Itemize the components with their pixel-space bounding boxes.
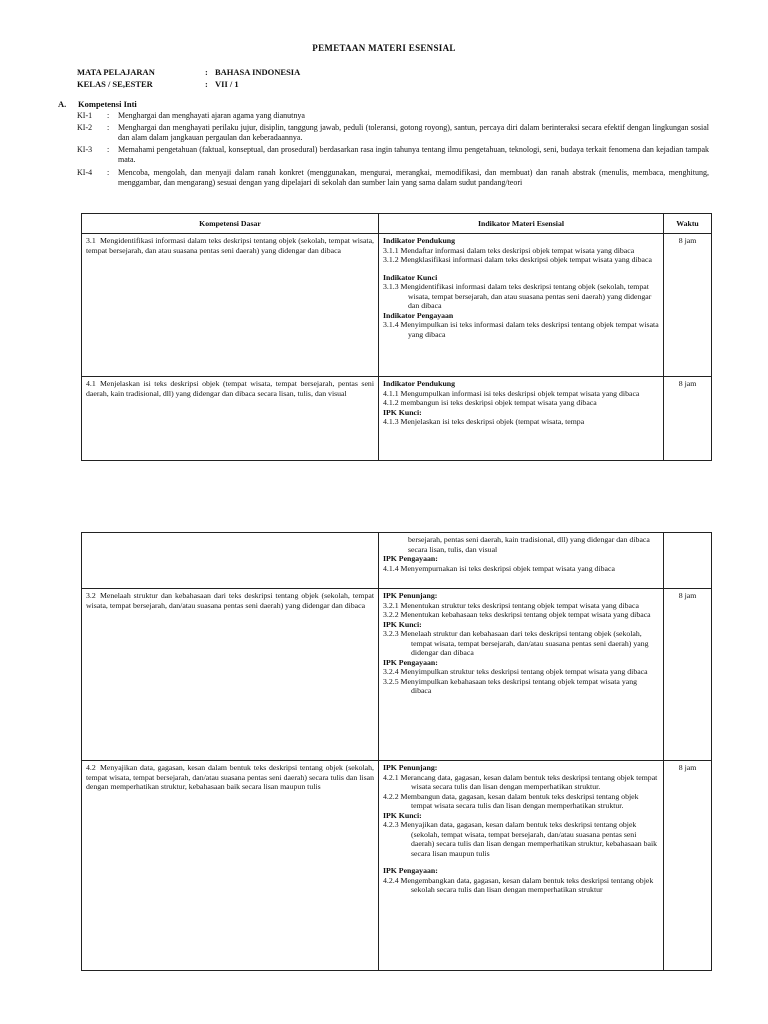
indicator-item: 4.2.1 Merancang data, gagasan, kesan dalam bentuk teks deskripsi tentang objek tempat wisata secara tulis dan lisan dengan memperhatikan struktur. [383, 772, 658, 791]
kd-cell [82, 377, 379, 461]
indicator-item: 4.1.4 Menyempurnakan isi teks deskripsi objek tempat wisata yang dibaca [383, 563, 615, 573]
indicator-item: 3.1.2 Mengklasifikasi informasi dalam teks deskripsi objek tempat wisata yang dibaca [383, 255, 652, 264]
meta-subject-key: MATA PELAJARAN [77, 67, 155, 77]
indicator-heading: IPK Pengayaan: [383, 657, 438, 667]
ki-colon: : [107, 123, 110, 132]
table-row [82, 761, 712, 971]
indicator-item: 3.2.2 Menentukan kebahasaan teks deskripsi tentang objek tempat wisata yang dibaca [383, 610, 651, 619]
indicator-item: 4.1.3 Menjelaskan isi teks deskripsi objek (tempat wisata, tempa [383, 417, 585, 426]
meta-class-value: VII / 1 [215, 79, 239, 89]
meta-colon: : [205, 79, 208, 89]
indicator-heading: IPK Kunci: [383, 407, 422, 417]
ki-code: KI-3 [77, 145, 93, 154]
ki-code: KI-1 [77, 111, 93, 120]
indicator-cell [379, 589, 664, 761]
time-cell: 8 jam [664, 377, 712, 461]
indicator-heading: Indikator Pendukung [383, 379, 456, 388]
meta-class-row [77, 79, 239, 89]
meta-subject-value: BAHASA INDONESIA [215, 67, 301, 77]
indicator-cell [379, 533, 664, 589]
indicator-item: 4.2.3 Menyajikan data, gagasan, kesan dalam bentuk teks deskripsi tentang objek (sekolah, tempat wisata, tempat bersejarah, dan/atau suasana pentas seni daerah) secara tulis dan lisan dengan memperhatikan struktur, kebahasaan baik secara lisan maupun tulis [383, 820, 658, 858]
header-waktu: Waktu [664, 214, 712, 234]
indicator-item: 3.2.3 Menelaah struktur dan kebahasaan dari teks deskripsi tentang objek (sekolah, tempat wisata, tempat bersejarah, dan/atau suasana pentas seni daerah) yang didengar dan dibaca [383, 629, 649, 657]
table-row [82, 533, 712, 589]
meta-colon: : [205, 67, 208, 77]
indicator-heading: Indikator Pengayaan [383, 310, 454, 320]
document-title: PEMETAAN MATERI ESENSIAL [312, 43, 456, 53]
indicator-item: 4.2.4 Mengembangkan data, gagasan, kesan dalam bentuk teks deskripsi tentang objek sekolah secara tulis dan lisan dengan memperhatikan struktur [383, 875, 654, 894]
meta-subject-row [77, 67, 300, 77]
kd-text: Mengidentifikasi informasi dalam teks deskripsi tentang objek (sekolah, tempat wisata, tempat bersejarah, dan atau suasana pentas seni daerah) yang didengar dan dibaca [86, 236, 374, 255]
indicator-heading: IPK Kunci: [383, 619, 422, 629]
kd-number: 4.2 [86, 763, 96, 772]
competency-table-continued [81, 532, 712, 971]
kd-text: Menjelaskan isi teks deskripsi objek (tempat wisata, tempat bersejarah, pentas seni daerah, kain tradisional, dll) yang didengar dan dibaca secara lisan, tulis, dan visual [86, 379, 374, 398]
competency-table [81, 213, 712, 461]
indicator-item: 3.2.4 Menyimpulkan struktur teks deskripsi tentang objek tempat wisata yang dibaca [383, 667, 648, 676]
indicator-item: 4.1.2 membangun isi teks deskripsi objek tempat wisata yang dibaca [383, 398, 597, 407]
indicator-heading: Indikator Pendukung [383, 236, 456, 245]
ki-text: Menghargai dan menghayati ajaran agama yang dianutnya [118, 111, 305, 120]
kd-number: 3.1 [86, 236, 96, 245]
time-cell: 8 jam [664, 234, 712, 377]
indicator-continuation: bersejarah, pentas seni daerah, kain tradisional, dll) yang didengar dan dibaca secara lisan, tulis, dan visual [408, 535, 650, 554]
section-label: Kompetensi Inti [78, 99, 137, 109]
indicator-item: 3.2.5 Menyimpulkan kebahasaan teks deskripsi tentang objek tempat wisata yang dibaca [383, 676, 637, 695]
kd-number: 4.1 [86, 379, 96, 388]
ki-item [77, 111, 709, 121]
ki-item [77, 145, 709, 165]
indicator-item: 3.1.4 Menyimpulkan isi teks informasi dalam teks deskripsi tentang objek tempat wisata yang dibaca [383, 320, 659, 339]
indicator-item: 3.2.1 Menentukan struktur teks deskripsi tentang objek tempat wisata yang dibaca [383, 600, 639, 610]
kd-cell [82, 234, 379, 377]
table-row [82, 589, 712, 761]
kd-cell [82, 761, 379, 971]
ki-item [77, 168, 709, 188]
kd-text: Menyajikan data, gagasan, kesan dalam bentuk teks deskripsi tentang objek (sekolah, tempat wisata, tempat bersejarah, dan/atau suasana pentas seni daerah) secara tulis dan lisan dengan memperhatikan struktur, kebahasaan baik secara lisan maupun tulis [86, 763, 374, 791]
section-letter: A. [58, 99, 67, 109]
indicator-heading: Indikator Kunci [383, 272, 438, 282]
ki-colon: : [107, 145, 110, 154]
kd-cell [82, 589, 379, 761]
ki-colon: : [107, 111, 110, 120]
ki-code: KI-4 [77, 168, 93, 177]
indicator-item: 4.2.2 Membangun data, gagasan, kesan dalam bentuk teks deskripsi tentang objek tempat wisata secara tulis dan lisan dengan memperhatikan struktur. [383, 791, 639, 810]
indicator-heading: IPK Penunjang: [383, 763, 438, 772]
indicator-cell [379, 234, 664, 377]
table-row [82, 377, 712, 461]
indicator-cell [379, 761, 664, 971]
time-cell: 8 jam [664, 761, 712, 971]
kd-cell [82, 533, 379, 589]
indicator-item: 3.1.3 Mengidentifikasi informasi dalam teks deskripsi tentang objek (sekolah, tempat wisata, tempat bersejarah, dan atau suasana pentas seni daerah) yang didengar dan dibaca [383, 282, 652, 310]
indicator-heading: IPK Pengayaan: [383, 866, 438, 875]
time-cell: 8 jam [664, 589, 712, 761]
indicator-heading: IPK Pengayaan: [383, 554, 438, 563]
indicator-cell [379, 377, 664, 461]
meta-class-key: KELAS / SE,ESTER [77, 79, 153, 89]
ki-text: Menghargai dan menghayati perilaku jujur, disiplin, tanggung jawab, peduli (toleransi, gotong royong), santun, percaya diri dalam berinteraksi secara efektif dengan lingkungan sosial dan alam dalam jangkauan pergaulan dan keberadaannya. [118, 123, 709, 142]
ki-item [77, 123, 709, 143]
table-header-row [82, 214, 712, 234]
time-cell [664, 533, 712, 589]
table-row [82, 234, 712, 377]
ki-text: Mencoba, mengolah, dan menyaji dalam ranah konkret (menggunakan, mengurai, merangkai, memodifikasi, dan membuat) dan ranah abstrak (menulis, membaca, menghitung, menggambar, dan mengarang) sesuai dengan yang dipelajari di sekolah dan sumber lain yang sama dalam sudut pandang/teori [118, 168, 709, 187]
header-indikator: Indikator Materi Esensial [379, 214, 664, 234]
section-heading [58, 99, 137, 109]
indicator-heading: IPK Kunci: [383, 810, 422, 820]
kd-text: Menelaah struktur dan kebahasaan dari teks deskripsi tentang objek (sekolah, tempat wisata, tempat bersejarah, dan/atau suasana pentas seni daerah) yang didengar dan dibaca [86, 591, 374, 610]
indicator-item: 3.1.1 Mendaftar informasi dalam teks deskripsi objek tempat wisata yang dibaca [383, 245, 635, 255]
header-kompetensi-dasar: Kompetensi Dasar [82, 214, 379, 234]
kd-number: 3.2 [86, 591, 96, 600]
ki-text: Memahami pengetahuan (faktual, konseptual, dan prosedural) berdasarkan rasa ingin tahunya tentang ilmu pengetahuan, teknologi, seni, budaya terkait fenomena dan kejadian tampak mata. [118, 145, 709, 164]
indicator-heading: IPK Penunjang: [383, 591, 438, 600]
ki-colon: : [107, 168, 110, 177]
ki-code: KI-2 [77, 123, 93, 132]
indicator-item: 4.1.1 Mengumpulkan informasi isi teks deskripsi objek tempat wisata yang dibaca [383, 388, 640, 398]
